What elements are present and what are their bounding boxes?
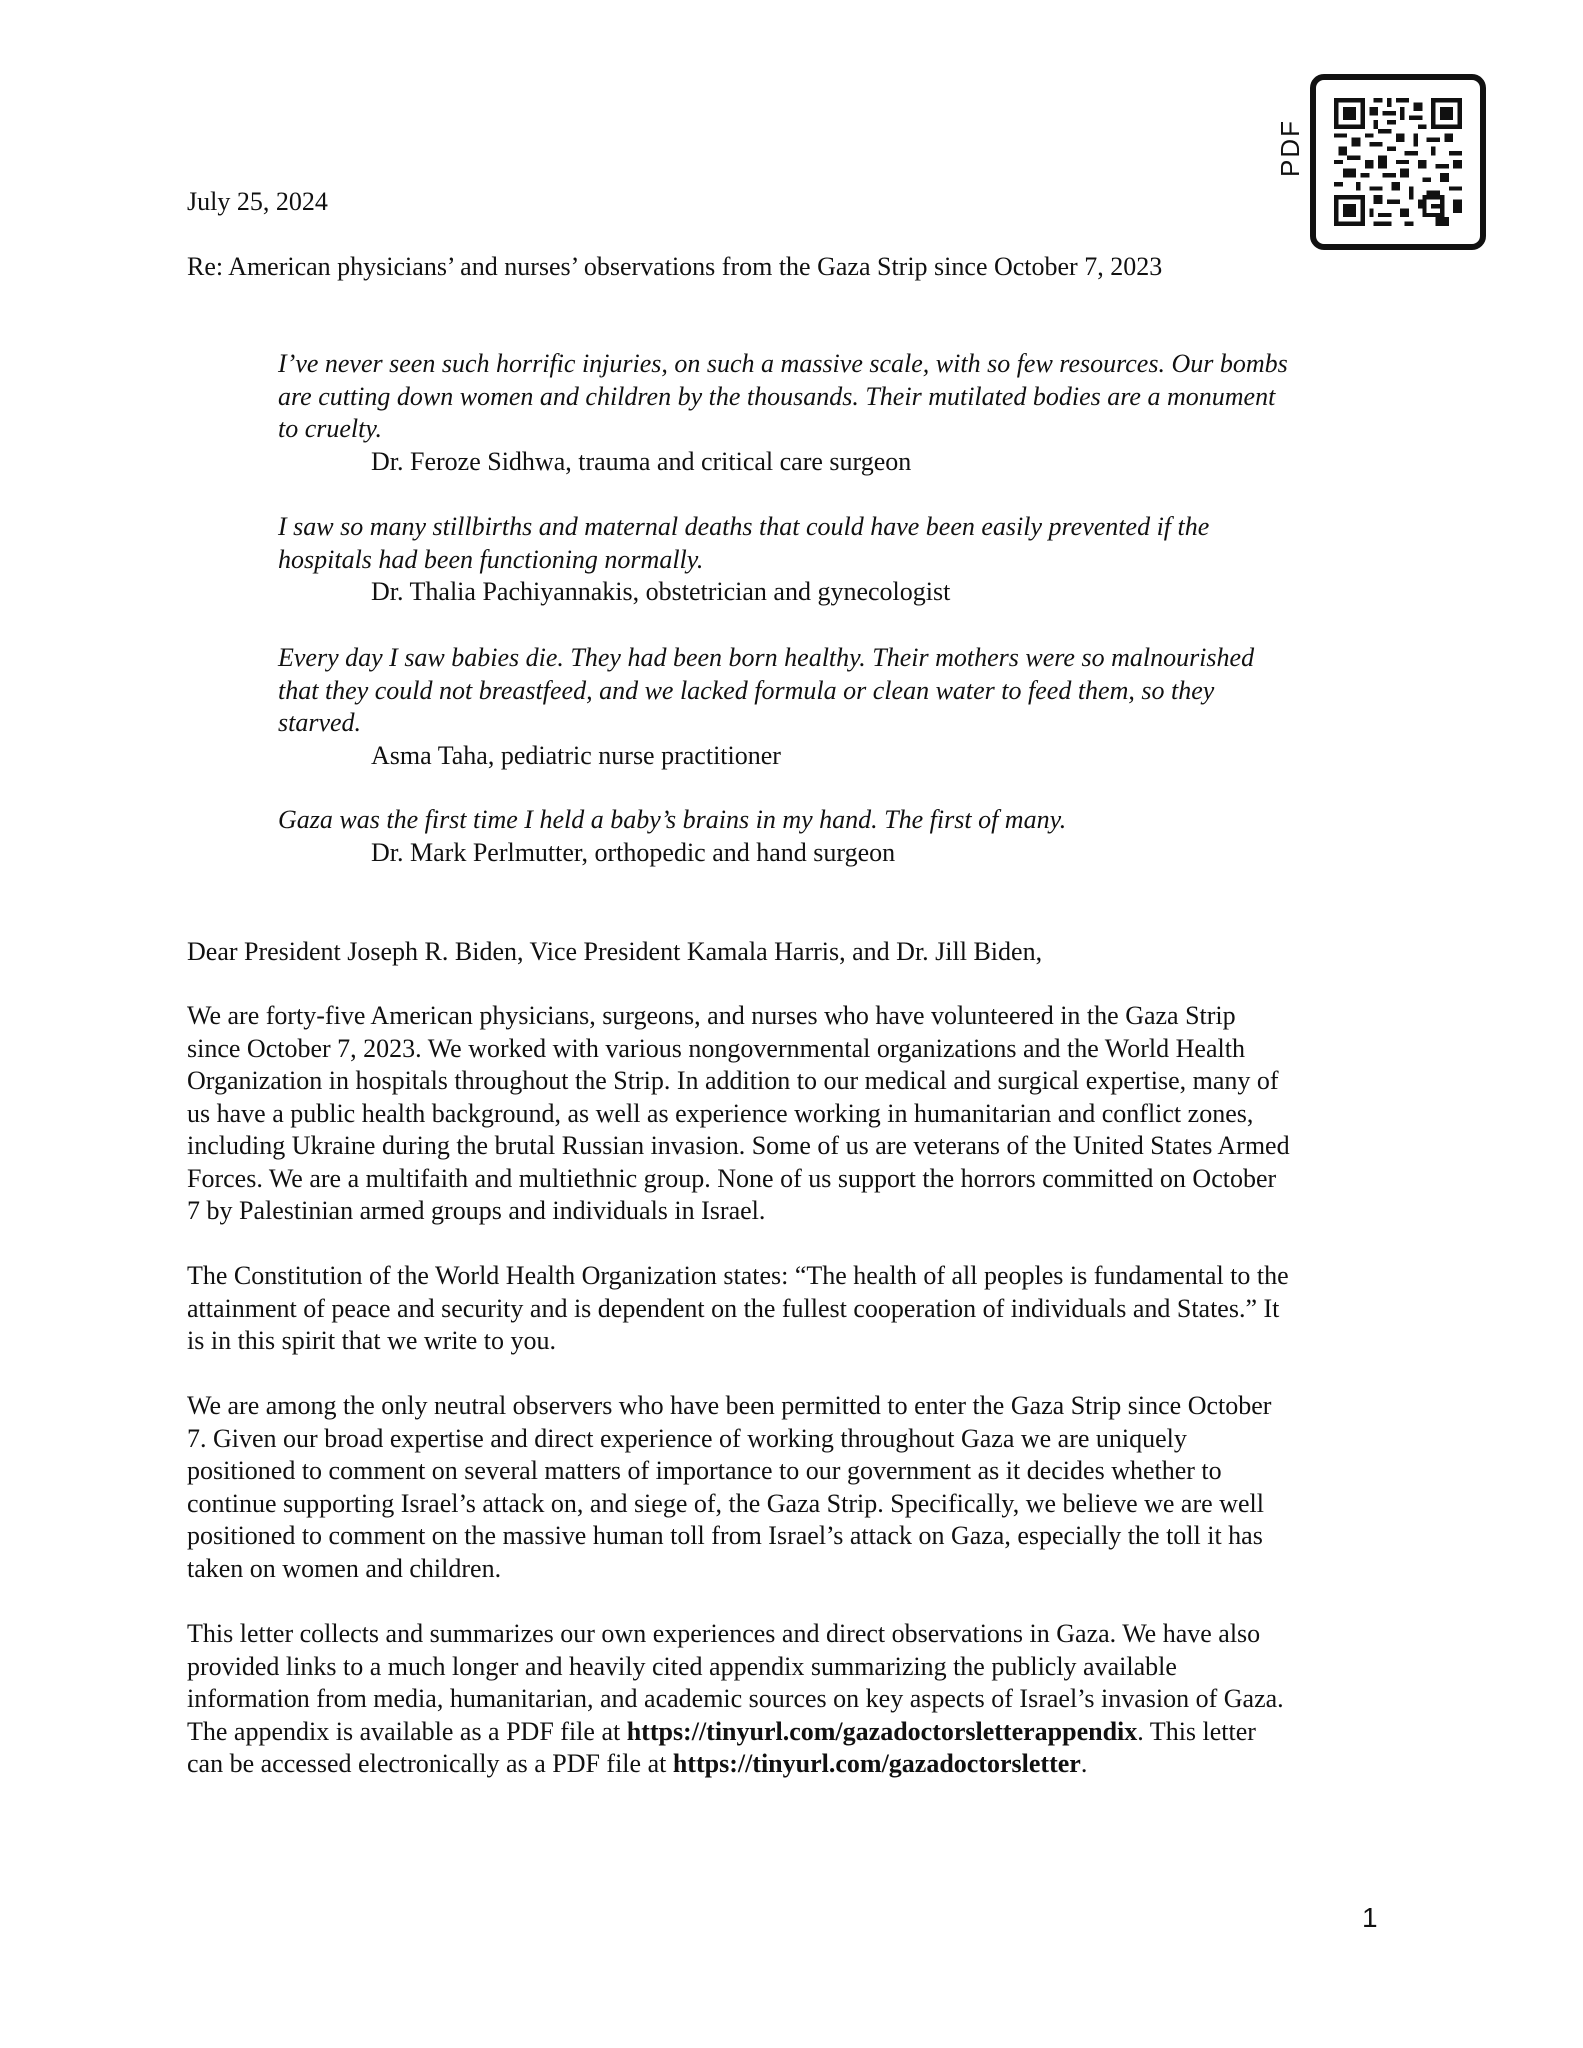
letter-sentence-text: can be accessed electronically as a PDF file at [187, 1749, 673, 1778]
quote-line: Every day I saw babies die. They had been born healthy. Their mothers were so malnourished [278, 643, 1255, 672]
appendix-sentence-text: The appendix is available as a PDF file at [187, 1716, 627, 1746]
quote-attribution: Dr. Mark Perlmutter, orthopedic and hand surgeon [371, 837, 896, 867]
paragraph-2 [187, 1260, 1289, 1358]
quote-block-4 [278, 804, 1066, 869]
quote-block-2 [278, 511, 1209, 609]
paragraph-line: We are among the only neutral observers who have been permitted to enter the Gaza Strip since October [187, 1391, 1272, 1420]
quote-line: are cutting down women and children by the thousands. Their mutilated bodies are a monument [278, 381, 1276, 411]
paragraph-line: information from media, humanitarian, and academic sources on key aspects of Israel’s invasion of Gaza. [187, 1684, 1284, 1713]
paragraph-line: This letter collects and summarizes our own experiences and direct observations in Gaza. We have also [187, 1619, 1261, 1648]
quote-line: hospitals had been functioning normally. [278, 544, 704, 574]
quote-block-3 [278, 642, 1254, 772]
paragraph-line: 7. Given our broad expertise and direct experience of working throughout Gaza we are uniquely [187, 1423, 1187, 1453]
paragraph-line: We are forty-five American physicians, surgeons, and nurses who have volunteered in the Gaza Strip [187, 1001, 1236, 1030]
paragraph-line: attainment of peace and security and is dependent on the fullest cooperation of individuals and States.” It [187, 1293, 1280, 1323]
quote-line: I’ve never seen such horrific injuries, on such a massive scale, with so few resources. Our bombs [278, 349, 1288, 378]
paragraph-line: including Ukraine during the brutal Russian invasion. Some of us are veterans of the United States Armed [187, 1131, 1290, 1160]
paragraph-1 [187, 1000, 1290, 1228]
paragraph-line: taken on women and children. [187, 1553, 502, 1583]
quote-attribution: Dr. Thalia Pachiyannakis, obstetrician and gynecologist [371, 577, 951, 606]
quote-line: starved. [278, 708, 362, 737]
letter-date: July 25, 2024 [187, 187, 328, 216]
paragraph-line: Organization in hospitals throughout the Strip. In addition to our medical and surgical expertise, many of [187, 1066, 1279, 1095]
quote-line: Gaza was the first time I held a baby’s brains in my hand. The first of many. [278, 805, 1067, 834]
paragraph-text: . [1080, 1749, 1088, 1778]
paragraph-line [187, 1716, 1284, 1749]
paragraph-4 [187, 1618, 1284, 1781]
quote-line: that they could not breastfeed, and we lacked formula or clean water to feed them, so they [278, 675, 1215, 705]
pdf-label: PDF [1275, 119, 1305, 177]
paragraph-line: positioned to comment on several matters of importance to our government as it decides whether to [187, 1456, 1222, 1485]
quote-attribution: Dr. Feroze Sidhwa, trauma and critical care surgeon [371, 446, 912, 476]
paragraph-line: since October 7, 2023. We worked with various nongovernmental organizations and the World Health [187, 1033, 1245, 1063]
letter-link[interactable]: https://tinyurl.com/gazadoctorsletter [672, 1749, 1081, 1778]
quote-line: I saw so many stillbirths and maternal deaths that could have been easily prevented if the [278, 512, 1210, 541]
paragraph-3 [187, 1390, 1271, 1585]
qr-code-icon [1334, 98, 1462, 226]
qr-code-frame [1310, 74, 1486, 250]
page-number: 1 [1362, 1902, 1378, 1933]
paragraph-line: us have a public health background, as well as experience working in humanitarian and conflict zones, [187, 1098, 1254, 1128]
paragraph-line: is in this spirit that we write to you. [187, 1326, 557, 1355]
quote-block-1 [278, 348, 1288, 478]
appendix-link[interactable]: https://tinyurl.com/gazadoctorsletterappendix [626, 1716, 1138, 1746]
letter-subject: Re: American physicians’ and nurses’ observations from the Gaza Strip since October 7, 2023 [187, 252, 1163, 281]
paragraph-line: continue supporting Israel’s attack on, and siege of, the Gaza Strip. Specifically, we believe we are well [187, 1488, 1264, 1518]
quote-line: to cruelty. [278, 414, 382, 443]
paragraph-line: provided links to a much longer and heavily cited appendix summarizing the publicly available [187, 1651, 1177, 1681]
paragraph-line: 7 by Palestinian armed groups and individuals in Israel. [187, 1196, 766, 1225]
paragraph-line [187, 1748, 1284, 1781]
paragraph-text: . This letter [1137, 1716, 1256, 1746]
salutation: Dear President Joseph R. Biden, Vice President Kamala Harris, and Dr. Jill Biden, [187, 937, 1043, 966]
paragraph-line: positioned to comment on the massive human toll from Israel’s attack on Gaza, especially the toll it has [187, 1521, 1263, 1550]
paragraph-line: Forces. We are a multifaith and multiethnic group. None of us support the horrors committed on October [187, 1163, 1277, 1193]
quote-attribution: Asma Taha, pediatric nurse practitioner [371, 740, 781, 770]
paragraph-line: The Constitution of the World Health Organization states: “The health of all peoples is fundamental to the [187, 1261, 1289, 1290]
